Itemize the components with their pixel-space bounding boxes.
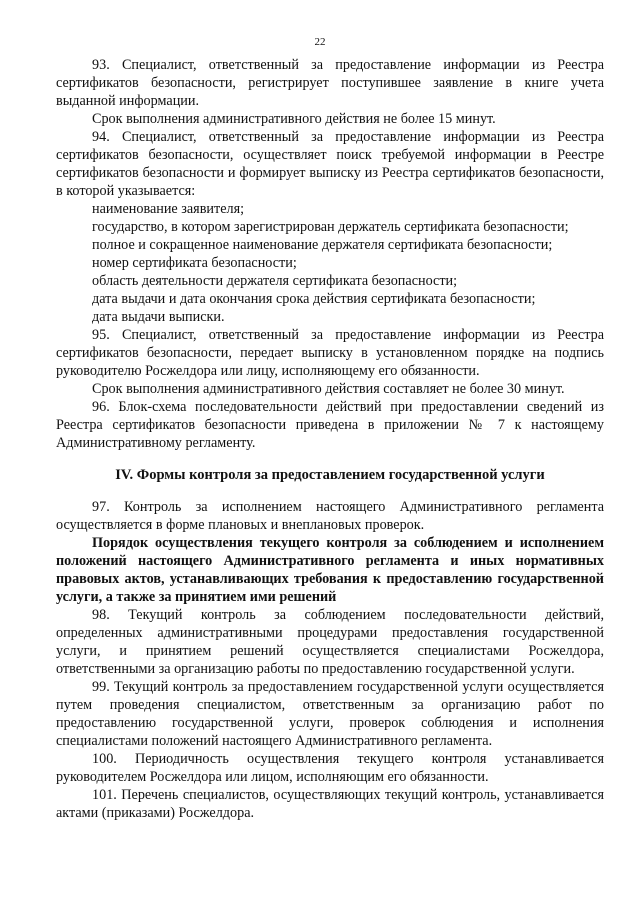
paragraph-93-term: Срок выполнения административного действия не более 15 минут. xyxy=(92,111,496,127)
list-item: наименование заявителя; xyxy=(92,201,245,217)
paragraph-94-list xyxy=(56,200,604,326)
paragraph-94: 94. Специалист, ответственный за предоставление информации из Реестра сертификатов безопасности, осуществляет поиск требуемой информации в Реестре сертификатов безопасности и формирует выписку из Реестра сертификатов безопасности, в которой указывается: xyxy=(56,129,604,199)
list-item: полное и сокращенное наименование держателя сертификата безопасности; xyxy=(92,237,553,253)
page-content xyxy=(56,56,604,822)
list-item: дата выдачи и дата окончания срока действия сертификата безопасности; xyxy=(92,291,536,307)
paragraph-97: 97. Контроль за исполнением настоящего Административного регламента осуществляется в форме плановых и внеплановых проверок. xyxy=(56,499,604,533)
subsection-heading: Порядок осуществления текущего контроля за соблюдением и исполнением положений настоящего Административного регламента и иных нормативных правовых актов, устанавливающих требования к предоставлению государственной услуги, а также за принятием ими решений xyxy=(56,535,604,605)
section-heading: IV. Формы контроля за предоставлением государственной услуги xyxy=(115,467,545,483)
paragraph-93: 93. Специалист, ответственный за предоставление информации из Реестра сертификатов безопасности, регистрирует поступившее заявление в книге учета выданной информации. xyxy=(56,57,604,109)
list-item: область деятельности держателя сертификата безопасности; xyxy=(92,273,458,289)
paragraph-95: 95. Специалист, ответственный за предоставление информации из Реестра сертификатов безопасности, передает выписку в установленном порядке на подпись руководителю Росжелдора или лицу, исполняющему его обязанности. xyxy=(56,327,604,379)
list-item: номер сертификата безопасности; xyxy=(92,255,297,271)
paragraph-101: 101. Перечень специалистов, осуществляющих текущий контроль, устанавливается актами (приказами) Росжелдора. xyxy=(56,787,604,821)
paragraph-100: 100. Периодичность осуществления текущего контроля устанавливается руководителем Росжелдора или лицом, исполняющим его обязанности. xyxy=(56,751,604,785)
list-item: государство, в котором зарегистрирован держатель сертификата безопасности; xyxy=(92,219,569,235)
paragraph-99: 99. Текущий контроль за предоставлением государственной услуги осуществляется путем проведения специалистом, ответственным за организацию работ по предоставлению государственной услуги, проверок соблюдения и исполнения специалистами положений настоящего Административного регламента. xyxy=(56,679,604,749)
paragraph-95-term: Срок выполнения административного действия составляет не более 30 минут. xyxy=(92,381,565,397)
page-number: 22 xyxy=(314,36,326,48)
paragraph-98: 98. Текущий контроль за соблюдением последовательности действий, определенных административными процедурами предоставления государственной услуги, и принятием решений осуществляется специалистами Росжелдора, ответственными за организацию работы по предоставлению государственной услуги. xyxy=(56,607,604,677)
list-item: дата выдачи выписки. xyxy=(92,309,225,325)
paragraph-96: 96. Блок-схема последовательности действий при предоставлении сведений из Реестра сертификатов безопасности приведена в приложении № 7 к настоящему Административному регламенту. xyxy=(56,399,604,451)
